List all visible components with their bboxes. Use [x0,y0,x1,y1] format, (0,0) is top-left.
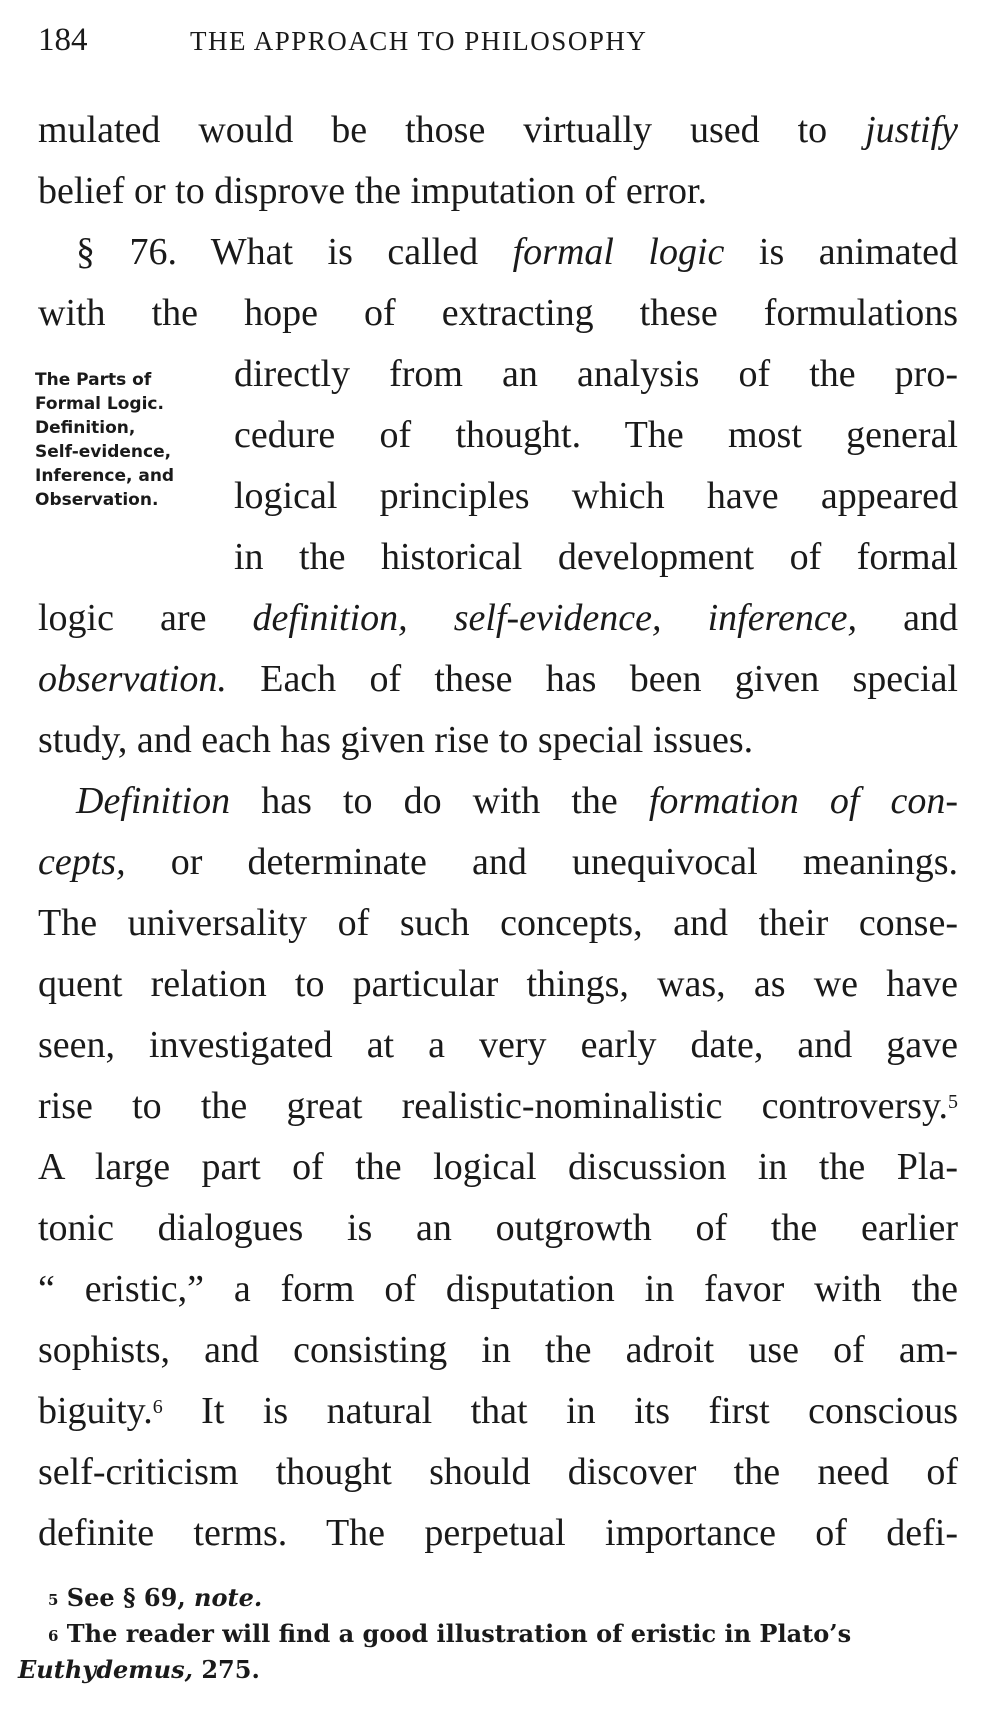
text-line [38,588,958,649]
text-run: has to do with the [230,780,649,822]
footnote-marker: 6 [48,1627,59,1645]
text-line: The universality of such concepts, and their conse- [38,902,958,944]
text-run: Each of these has been given special [226,658,958,700]
text-run: The reader will find a good illustration of eristic in Plato’s [58,1619,852,1648]
text-run: 275. [192,1655,260,1684]
footnote-reference: 6 [152,1396,163,1418]
text-line: quent relation to particular things, was, as we have [38,963,958,1005]
text-line: logical principles which have appeared [234,475,958,517]
footnotes [18,1580,963,1688]
margin-note-line: Definition, [35,418,136,438]
text-line: study, and each has given rise to special issues. [38,719,754,761]
text-line: with the hope of extracting these formulations [38,292,958,334]
text-run: mulated would be those virtually used to [38,109,866,151]
footnote-6 [18,1616,963,1652]
text-line: directly from an analysis of the pro- [234,353,958,395]
italic-run: note. [194,1583,263,1612]
text-run: rise to the great realistic-nominalistic controversy. [38,1085,948,1127]
text-line: belief or to disprove the imputation of error. [38,170,708,212]
text-line [38,832,958,893]
text-line: definite terms. The perpetual importance of defi- [38,1512,958,1554]
text-run: § 76. What is called [76,231,513,273]
footnote-6-continuation [18,1652,963,1688]
text-line [38,649,958,710]
margin-note-line: Observation. [35,490,159,510]
margin-note-line: The Parts of [35,370,152,390]
text-run: is animated [724,231,958,273]
running-head [38,22,958,62]
text-line: seen, investigated at a very early date, and gave [38,1024,958,1066]
section-heading-line [38,222,958,283]
text-line [38,1381,958,1442]
text-run: biguity. [38,1390,153,1432]
italic-run: observation. [38,658,227,700]
text-line [38,1076,958,1137]
text-run: See § 69, [58,1583,195,1612]
text-line: tonic dialogues is an outgrowth of the earlier [38,1207,958,1249]
italic-run: Definition [76,780,231,822]
text-line: “ eristic,” a form of disputation in favor with the [38,1268,958,1310]
text-run: or determinate and unequivocal meanings. [125,841,958,883]
text-run: It is natural that in its first conscious [162,1390,958,1432]
text-run: logic are [38,597,253,639]
italic-run: Euthydemus, [18,1655,193,1684]
text-line: cedure of thought. The most general [234,414,958,456]
italic-run: formal logic [512,231,725,273]
italic-run: justify [865,109,958,151]
italic-run: formation of con- [648,780,959,822]
footnote-5 [18,1580,963,1616]
text-line: self-criticism thought should discover the need of [38,1451,958,1493]
page-number: 184 [38,22,88,58]
margin-note-line: Formal Logic. [35,394,164,414]
margin-note-line: Self-evidence, [35,442,172,462]
running-title: THE APPROACH TO PHILOSOPHY [190,26,648,56]
text-line: sophists, and consisting in the adroit use of am- [38,1329,958,1371]
text-run: and [857,597,958,639]
margin-note-line: Inference, and [35,466,175,486]
text-line: A large part of the logical discussion in the Pla- [38,1146,958,1188]
body-text [38,100,958,1564]
text-line [38,100,958,161]
italic-run: cepts, [38,841,126,883]
italic-run: definition, self-evidence, inference, [252,597,858,639]
text-line: in the historical development of formal [234,536,958,578]
text-line [38,771,958,832]
footnote-marker: 5 [48,1591,59,1609]
footnote-reference: 5 [948,1091,958,1113]
